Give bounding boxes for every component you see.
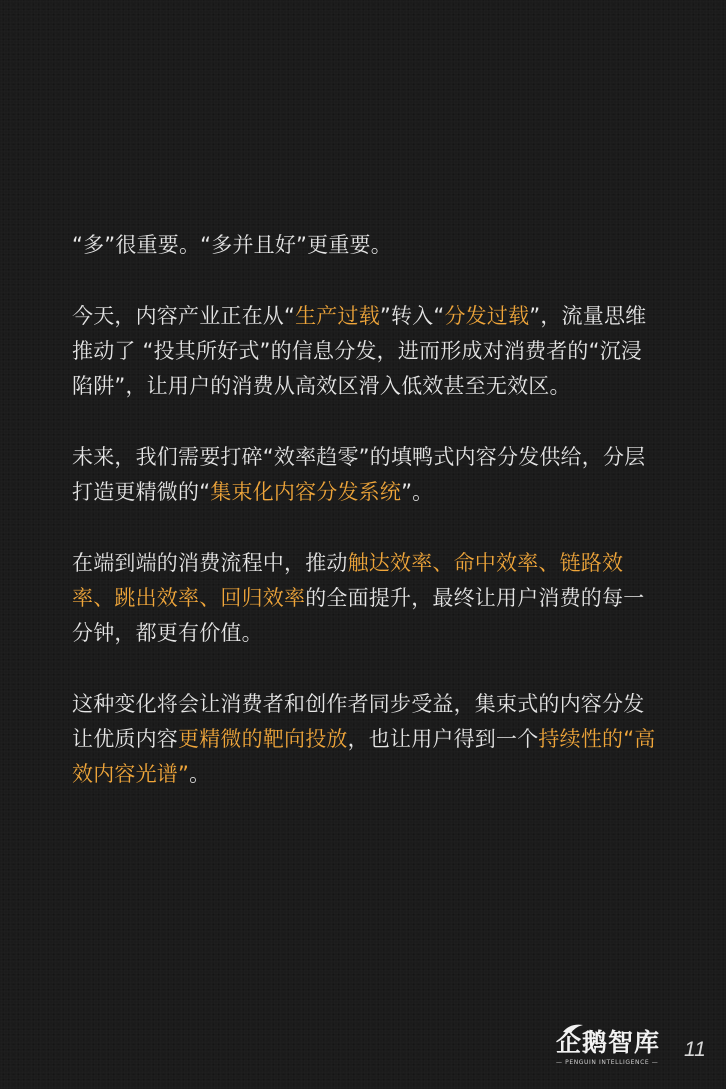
logo-text-en: — PENGUIN INTELLIGENCE — bbox=[556, 1059, 659, 1066]
paragraph-2-text: ”转入“ bbox=[379, 304, 445, 328]
paragraph-3-text: ”。 bbox=[401, 480, 434, 504]
highlight-efficiency-list: 触达效率、命中效率、链路效率、跳出效率、回归效率 bbox=[72, 551, 624, 610]
highlight-distribution-overload: 分发过载 bbox=[444, 304, 530, 328]
paragraph-2 bbox=[72, 299, 662, 404]
paragraph-1-text: “多”很重要。“多并且好”更重要。 bbox=[72, 233, 392, 257]
paragraph-3-text: 未来，我们需要打碎“效率趋零”的填鸭式内容分发供给，分层打造更精微的“ bbox=[72, 445, 646, 504]
paragraph-1 bbox=[72, 228, 662, 263]
highlight-cluster-distribution-system: 集束化内容分发系统 bbox=[210, 480, 402, 504]
page-number: 11 bbox=[684, 1038, 706, 1061]
article-body bbox=[72, 228, 662, 792]
paragraph-4-text: 的全面提升，最终让用户消费的每一分钟，都更有价值。 bbox=[72, 586, 645, 645]
paragraph-5 bbox=[72, 687, 662, 792]
paragraph-5-text: ，也让用户得到一个 bbox=[347, 727, 539, 751]
paragraph-5-text: 。 bbox=[189, 762, 211, 786]
paragraph-5-text: 这种变化将会让消费者和创作者同步受益，集束式的内容分发让优质内容 bbox=[72, 692, 645, 751]
logo-text-cn: 企鹅智库 bbox=[556, 1028, 661, 1057]
highlight-targeted-delivery: 更精微的靶向投放 bbox=[178, 727, 348, 751]
paragraph-2-text: ”，流量思维推动了 “投其所好式”的信息分发，进而形成对消费者的“沉浸陷阱”，让用户的消费从高效区滑入低效甚至无效区。 bbox=[72, 304, 647, 398]
paragraph-2-text: 今天，内容产业正在从“ bbox=[72, 304, 296, 328]
paragraph-4-text: 在端到端的消费流程中，推动 bbox=[72, 551, 348, 575]
penguin-intelligence-logo bbox=[556, 1028, 660, 1072]
paragraph-3 bbox=[72, 440, 662, 510]
highlight-production-overload: 生产过载 bbox=[295, 304, 380, 328]
paragraph-4 bbox=[72, 546, 662, 651]
highlight-content-spectrum: 持续性的“高效内容光谱” bbox=[72, 727, 656, 786]
